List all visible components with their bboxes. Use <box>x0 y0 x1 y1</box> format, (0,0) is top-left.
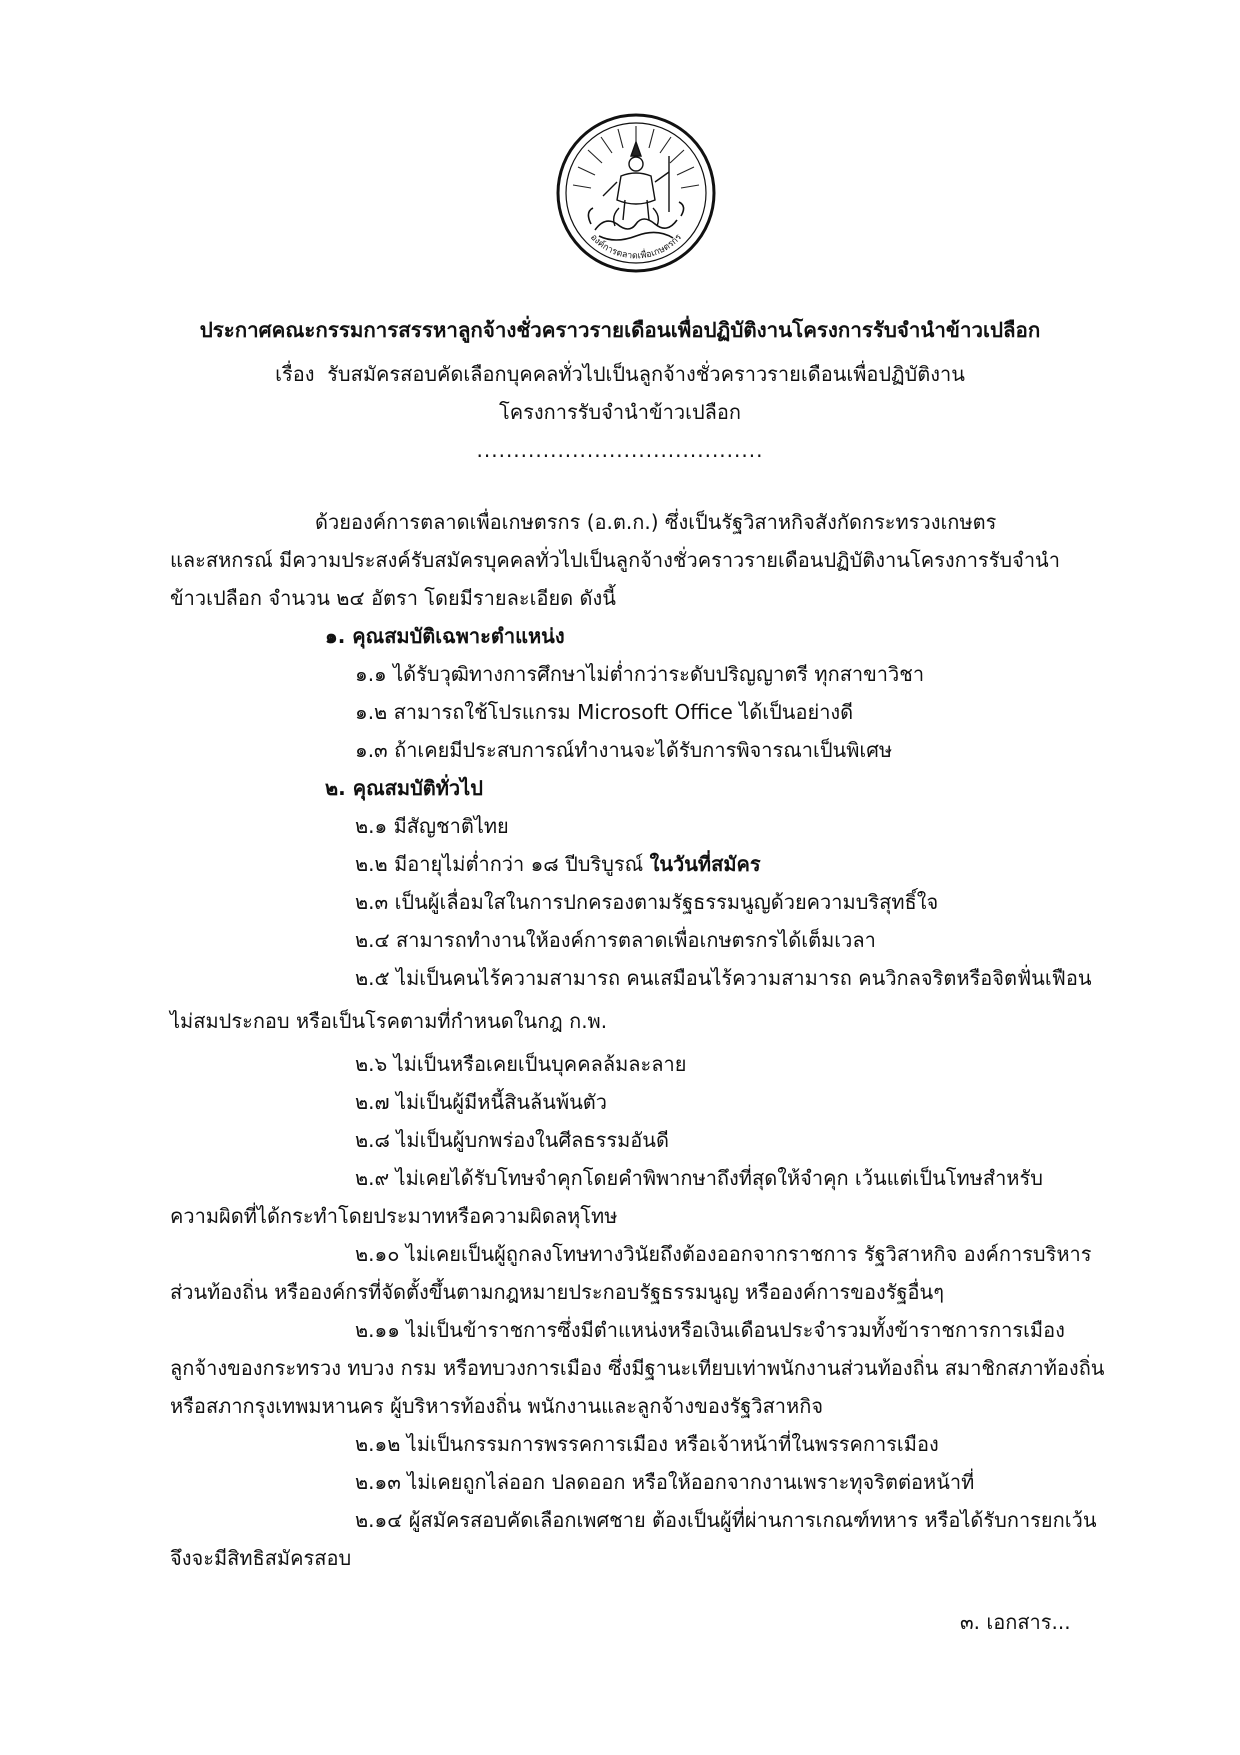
organization-seal-icon <box>555 112 717 274</box>
section-2-heading: ๒. คุณสมบัติทั่วไป <box>325 776 483 800</box>
section-2-item: ๒.๑๓ ไม่เคยถูกไล่ออก ปลดออก หรือให้ออกจากงานเพราะทุจริตต่อหน้าที่ <box>355 1470 975 1494</box>
section-2-item: ๒.๑๒ ไม่เป็นกรรมการพรรคการเมือง หรือเจ้าหน้าที่ในพรรคการเมือง <box>355 1432 939 1456</box>
section-2-item: ๒.๑๐ ไม่เคยเป็นผู้ถูกลงโทษทางวินัยถึงต้องออกจากราชการ รัฐวิสาหกิจ องค์การบริหาร <box>355 1242 1092 1266</box>
section-2-item: ๒.๑๔ ผู้สมัครสอบคัดเลือกเพศชาย ต้องเป็นผู้ที่ผ่านการเกณฑ์ทหาร หรือได้รับการยกเว้น <box>355 1508 1097 1532</box>
section-1-heading: ๑. คุณสมบัติเฉพาะตำแหน่ง <box>325 624 565 648</box>
section-2-item: ๒.๗ ไม่เป็นผู้มีหนี้สินล้นพ้นตัว <box>355 1090 608 1114</box>
section-2-item: ๒.๙ ไม่เคยได้รับโทษจำคุกโดยคำพิพากษาถึงที่สุดให้จำคุก เว้นแต่เป็นโทษสำหรับ <box>355 1166 1043 1190</box>
subject-label: เรื่อง <box>275 362 315 386</box>
item-emphasis: ในวันที่สมัคร <box>649 852 761 876</box>
intro-line-2: และสหกรณ์ มีความประสงค์รับสมัครบุคคลทั่วไปเป็นลูกจ้างชั่วคราวรายเดือนปฏิบัติงานโครงการรับจำนำ <box>170 548 1060 572</box>
intro-line-3: ข้าวเปลือก จำนวน ๒๔ อัตรา โดยมีรายละเอียด ดังนี้ <box>170 586 616 610</box>
section-2-item: ๒.๑ มีสัญชาติไทย <box>355 814 509 838</box>
section-2-item <box>355 850 761 878</box>
announcement-title: ประกาศคณะกรรมการสรรหาลูกจ้างชั่วคราวรายเดือนเพื่อปฏิบัติงานโครงการรับจำนำข้าวเปลือก <box>199 318 1041 342</box>
section-2-item: ๒.๓ เป็นผู้เลื่อมใสในการปกครองตามรัฐธรรมนูญด้วยความบริสุทธิ์ใจ <box>355 890 939 914</box>
item-text: ๒.๒ มีอายุไม่ต่ำกว่า ๑๘ ปีบริบูรณ์ <box>355 852 644 876</box>
section-2-item-continued: จึงจะมีสิทธิสมัครสอบ <box>170 1546 352 1570</box>
section-2-item: ๒.๔ สามารถทำงานให้องค์การตลาดเพื่อเกษตรกรได้เต็มเวลา <box>355 928 876 952</box>
subject-line-2: โครงการรับจำนำข้าวเปลือก <box>498 400 742 424</box>
section-2-item: ๒.๖ ไม่เป็นหรือเคยเป็นบุคคลล้มละลาย <box>355 1052 687 1076</box>
section-2-item-continued: หรือสภากรุงเทพมหานคร ผู้บริหารท้องถิ่น พนักงานและลูกจ้างของรัฐวิสาหกิจ <box>170 1394 824 1418</box>
section-2-item-continued: ส่วนท้องถิ่น หรือองค์กรที่จัดตั้งขึ้นตามกฎหมายประกอบรัฐธรรมนูญ หรือองค์การของรัฐอื่นๆ <box>170 1280 944 1304</box>
separator: ....................................... <box>476 438 764 462</box>
section-2-item: ๒.๘ ไม่เป็นผู้บกพร่องในศีลธรรมอันดี <box>355 1128 669 1152</box>
section-1-item: ๑.๓ ถ้าเคยมีประสบการณ์ทำงานจะได้รับการพิจารณาเป็นพิเศษ <box>355 738 893 762</box>
section-2-item-continued: ความผิดที่ได้กระทำโดยประมาทหรือความผิดลหุโทษ <box>170 1204 618 1228</box>
section-2-item: ๒.๑๑ ไม่เป็นข้าราชการซึ่งมีตำแหน่งหรือเงินเดือนประจำรวมทั้งข้าราชการการเมือง <box>355 1318 1065 1342</box>
section-1-item: ๑.๒ สามารถใช้โปรแกรม Microsoft Office ได้เป็นอย่างดี <box>355 700 854 724</box>
section-2-item-continued: ลูกจ้างของกระทรวง ทบวง กรม หรือทบวงการเมือง ซึ่งมีฐานะเทียบเท่าพนักงานส่วนท้องถิ่น สมาชิกสภาท้องถิ่น <box>170 1356 1105 1380</box>
section-2-item: ๒.๕ ไม่เป็นคนไร้ความสามารถ คนเสมือนไร้ความสามารถ คนวิกลจริตหรือจิตฟั่นเฟือน <box>355 966 1092 990</box>
section-2-item-continued: ไม่สมประกอบ หรือเป็นโรคตามที่กำหนดในกฎ ก.พ. <box>170 1009 608 1033</box>
intro-line-1: ด้วยองค์การตลาดเพื่อเกษตรกร (อ.ต.ก.) ซึ่งเป็นรัฐวิสาหกิจสังกัดกระทรวงเกษตร <box>315 510 997 534</box>
section-1-item: ๑.๑ ได้รับวุฒิทางการศึกษาไม่ต่ำกว่าระดับปริญญาตรี ทุกสาขาวิชา <box>355 662 925 686</box>
subject-line <box>0 360 1240 388</box>
page-continuation: ๓. เอกสาร... <box>960 1610 1071 1634</box>
svg-text:องค์การตลาดเพื่อเกษตรกร: องค์การตลาดเพื่อเกษตรกร <box>588 232 684 262</box>
subject-text: รับสมัครสอบคัดเลือกบุคคลทั่วไปเป็นลูกจ้างชั่วคราวรายเดือนเพื่อปฏิบัติงาน <box>327 362 965 386</box>
